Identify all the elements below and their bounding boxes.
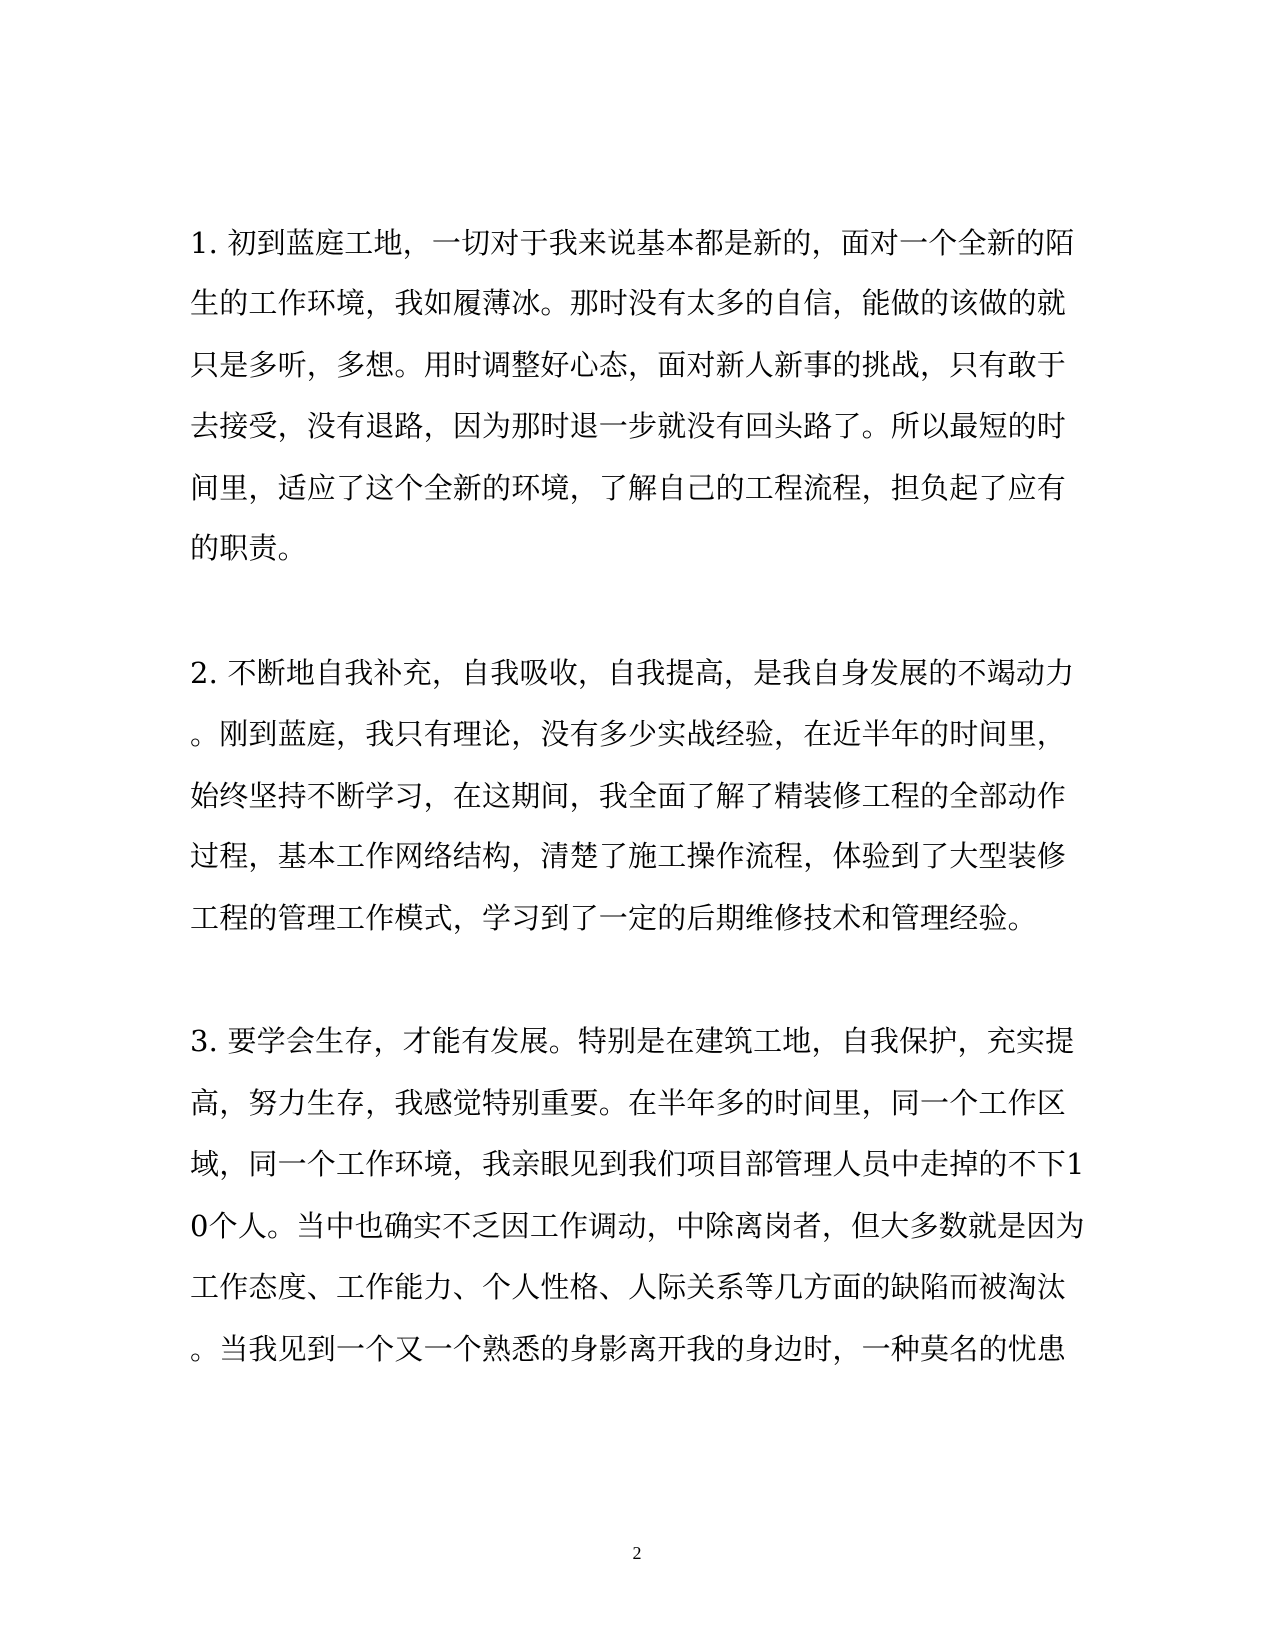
- paragraph-3-line-6: 。当我见到一个又一个熟悉的身影离开我的身边时，一种莫名的忧患: [190, 1332, 1067, 1366]
- page-number: 2: [632, 1543, 642, 1563]
- paragraph-2-line-3: 始终坚持不断学习，在这期间，我全面了解了精装修工程的全部动作: [190, 779, 1067, 813]
- paragraph-1-line-1: 1. 初到蓝庭工地，一切对于我来说基本都是新的，面对一个全新的陌: [190, 226, 1075, 260]
- paragraph-3-line-5: 工作态度、工作能力、个人性格、人际关系等几方面的缺陷而被淘汰: [190, 1270, 1067, 1304]
- paragraph-2-line-1: 2. 不断地自我补充，自我吸收，自我提高，是我自身发展的不竭动力: [190, 656, 1075, 690]
- paragraph-2-line-5: 工程的管理工作模式，学习到了一定的后期维修技术和管理经验。: [190, 901, 1037, 935]
- paragraph-3-line-2: 高，努力生存，我感觉特别重要。在半年多的时间里，同一个工作区: [190, 1086, 1067, 1120]
- paragraph-1-line-3: 只是多听，多想。用时调整好心态，面对新人新事的挑战，只有敢于: [190, 348, 1067, 382]
- paragraph-1-line-6: 的职责。: [190, 531, 307, 565]
- paragraph-3-line-4: 0个人。当中也确实不乏因工作调动，中除离岗者，但大多数就是因为: [190, 1209, 1085, 1243]
- paragraph-3-line-1: 3. 要学会生存，才能有发展。特别是在建筑工地，自我保护，充实提: [190, 1024, 1075, 1058]
- paragraph-1-line-4: 去接受，没有退路，因为那时退一步就没有回头路了。所以最短的时: [190, 409, 1067, 443]
- paragraph-2-line-4: 过程，基本工作网络结构，清楚了施工操作流程，体验到了大型装修: [190, 839, 1067, 873]
- paragraph-1-line-5: 间里，适应了这个全新的环境，了解自己的工程流程，担负起了应有: [190, 471, 1067, 505]
- paragraph-3-line-3: 域，同一个工作环境，我亲眼见到我们项目部管理人员中走掉的不下1: [190, 1147, 1085, 1181]
- paragraph-2-line-2: 。刚到蓝庭，我只有理论，没有多少实战经验，在近半年的时间里，: [190, 717, 1067, 751]
- paragraph-1-line-2: 生的工作环境，我如履薄冰。那时没有太多的自信，能做的该做的就: [190, 286, 1067, 320]
